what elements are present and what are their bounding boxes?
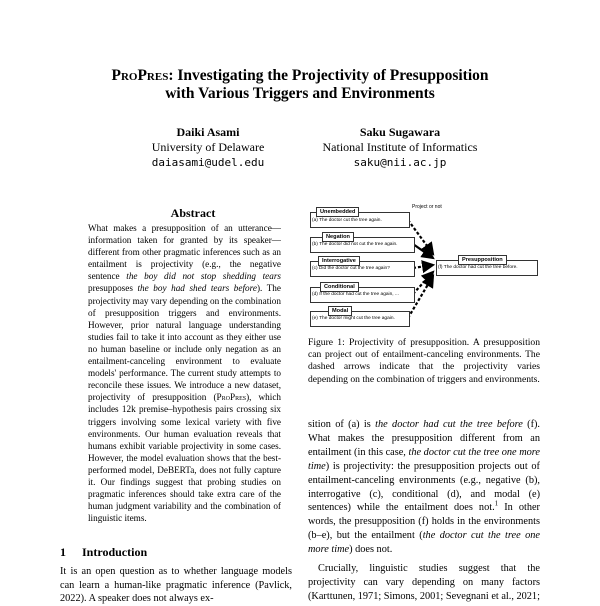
author-affiliation: University of Delaware [151,140,265,154]
presupposition-label: Presupposition [458,255,507,265]
paragraph: sition of (a) is the doctor had cut the tree before (f). What makes the presupposition different from an entailment (in this case, the doctor cut the tree one more time) is projectivity: the presupposition projects out of entailment-canceling environments (e.g., negative (b), interrogative (c), conditional (d), and modal (e) sentences) while the entailment does not.$^1$ In other words, the presupposition (f) holds in the environments (b–e), but the entailment (the doctor cut the tree one more time) does not. [308,419,540,556]
env-label-modal: Modal [328,306,352,316]
figure-1 [308,202,540,332]
project-or-not-label: Project or not [412,204,442,210]
env-label-interrogative: Interrogative [318,256,360,266]
abstract-heading: Abstract [170,206,216,220]
author-affiliation: National Institute of Informatics [322,140,478,154]
introduction-text: It is an open question as to whether language models can learn a human-like pragmatic inference (Pavlick, 2022). A speaker does not always ex- [60,566,292,604]
author-name: Daiki Asami [176,125,240,139]
author-email: saku@nii.ac.jp [353,156,447,169]
env-sentence-b: (b) The doctor did not cut the tree again. [312,242,398,247]
paper-title-line2: with Various Triggers and Environments [165,85,435,102]
figure-caption: Figure 1: Projectivity of presupposition. A presupposition can project out of entailment-canceling environments. The dashed arrows indicate that the projectivity varies depending on the combination of triggers and environments. [308,337,540,385]
author-2 [300,125,500,170]
env-sentence-a: (a) The doctor cut the tree again. [312,218,382,223]
env-label-conditional: Conditional [320,282,359,292]
presupposition-sentence-f: (f) The doctor had cut the tree before. [438,265,518,270]
env-sentence-d: (d) If the doctor had cut the tree again, ... [312,292,399,297]
arrow-interrogative [413,265,433,268]
env-label-unembedded: Unembedded [316,207,359,217]
env-label-negation: Negation [322,232,354,242]
paper-title-line1: ProPres: Investigating the Projectivity of Presupposition [111,67,489,84]
env-sentence-c: (c) Did the doctor cut the tree again? [312,266,390,271]
author-email: daiasami@udel.edu [151,156,265,169]
abstract-text: What makes a presupposition of an utterance—information taken for granted by its speaker—different from other pragmatic inferences such as an entailment is projectivity (e.g., the negative sentence the boy did not stop shedding tears presupposes the boy had shed tears before). The projectivity may vary depending on the combination of presupposition triggers and environments. However, prior natural language understanding studies fail to take it into account as they either use no human baseline or include only negation as an entailment-canceling environment to evaluate models' performance. The current study attempts to reconcile these issues. We introduce a new dataset, projectivity of presupposition (ProPres), which includes 12k premise–hypothesis pairs crossing six triggers involving some lexical variety with five environments. Our human evaluation reveals that humans exhibit variable projectivity in some cases. However, the model evaluation shows that the best-performed model, DeBERTa, does not fully capture it. Our findings suggest that probing studies on pragmatic inferences should take extra care of the human judgment variability and the combination of linguistic items. [88,223,282,524]
section-heading-introduction: 1 Introduction [60,545,148,559]
right-column-text [308,418,540,604]
paragraph: Crucially, linguistic studies suggest that the projectivity can vary depending on many factors (Karttunen, 1971; Simons, 2001; Sevegnani et al., 2021; [308,563,540,602]
footnote-mark: 1 [494,500,499,509]
arrow-negation [413,244,433,258]
author-name: Saku Sugawara [359,125,441,139]
env-sentence-e: (e) The doctor might cut the tree again. [312,316,395,321]
author-1 [108,125,308,170]
